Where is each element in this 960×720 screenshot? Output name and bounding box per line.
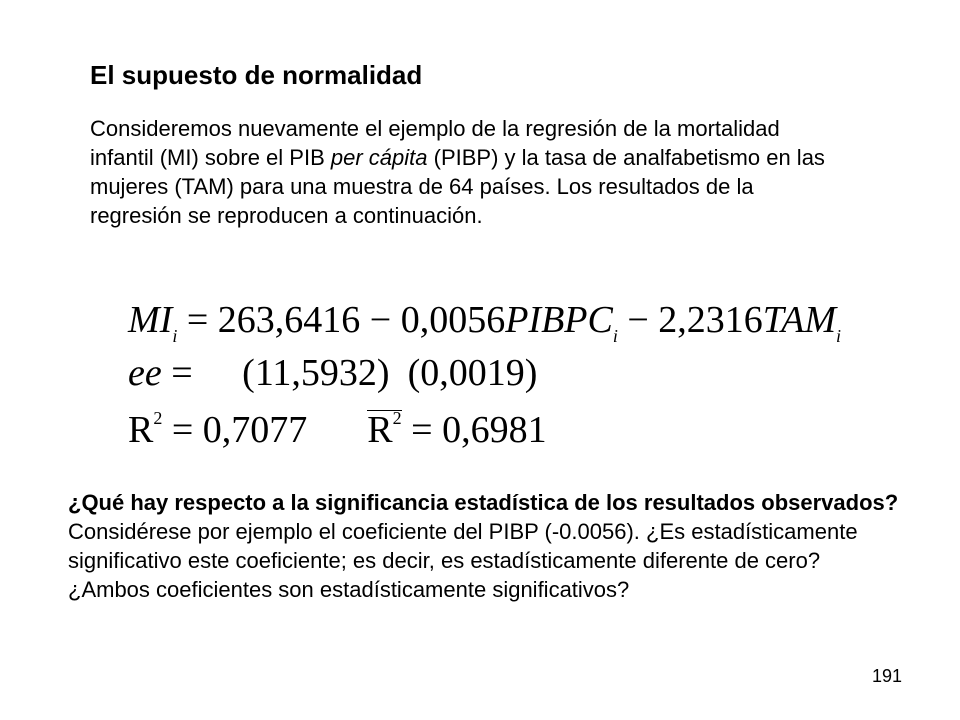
lhs-variable: MI — [128, 299, 173, 341]
r2-exponent: 2 — [153, 408, 163, 428]
coefficient-pibpc: 0,0056 — [400, 299, 506, 341]
regression-equation — [128, 299, 841, 346]
intro-paragraph — [90, 114, 830, 230]
intercept-value: 263,6416 — [217, 299, 361, 341]
standard-errors-equation — [128, 353, 537, 393]
intro-text-part1: Consideremos nuevamente el ejemplo de la regresión de la mortalidad infantil (MI) sobre el PIB — [90, 116, 780, 170]
slide-title: El supuesto de normalidad — [90, 60, 423, 90]
adjusted-r2-exponent: 2 — [392, 408, 402, 428]
question-rest-text: Considérese por ejemplo el coeficiente del PIBP (-0.0056). ¿Es estadísticamente significativo este coeficiente; es decir, es estadísticamente diferente de cero? ¿Ambos coeficientes son estadísticamente significativos? — [68, 519, 858, 602]
intro-text-part2: (PIBP) y la tasa de analfabetismo en las mujeres (TAM) para una muestra de 64 países. Los resultados de la regresión se reproducen a continuación. — [90, 145, 825, 228]
intro-italic-text: per cápita — [330, 145, 428, 170]
variable-tam: TAM — [762, 299, 836, 341]
lhs-subscript: i — [172, 326, 178, 346]
se-intercept: (11,5932) — [242, 352, 390, 394]
pibpc-subscript: i — [612, 326, 618, 346]
question-bold-text: ¿Qué hay respecto a la significancia estadística de los resultados observados? — [68, 490, 899, 515]
coefficient-tam: 2,2316 — [658, 299, 763, 341]
r2-label: R — [128, 409, 154, 451]
adjusted-r2-value: = 0,6981 — [401, 409, 547, 451]
page-number: 191 — [871, 666, 902, 686]
ee-equals: = — [161, 352, 203, 394]
question-paragraph — [68, 488, 908, 604]
variable-pibpc: PIBPC — [505, 299, 613, 341]
tam-subscript: i — [835, 326, 841, 346]
r-squared-line — [128, 410, 547, 450]
adjusted-r2-symbol — [367, 408, 402, 451]
minus-sign-1: − — [360, 299, 401, 341]
ee-label: ee — [128, 352, 162, 394]
r2-value: = 0,7077 — [162, 409, 308, 451]
minus-sign-2: − — [617, 299, 659, 341]
adjusted-r2-label: R — [367, 409, 393, 451]
se-pibpc: (0,0019) — [407, 352, 538, 394]
equals-sign: = — [177, 299, 218, 341]
